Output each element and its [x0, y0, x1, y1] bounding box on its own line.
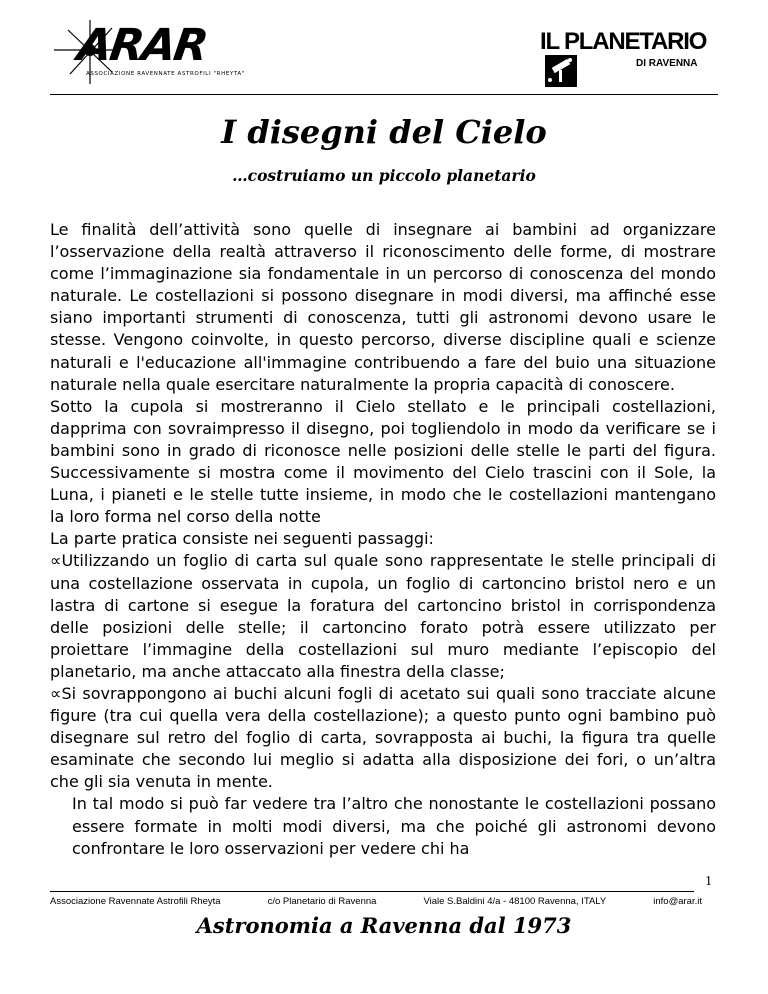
closing-paragraph: In tal modo si può far vedere tra l’altro che nonostante le costellazioni possano essere formate in molti modi diversi, ma che poiché gli astronomi devono confrontare le loro osservazioni per vedere chi ha	[72, 794, 716, 858]
body-text	[50, 219, 716, 860]
footer-email[interactable]: info@arar.it	[653, 896, 702, 907]
paragraph: La parte pratica consiste nei seguenti passaggi:	[50, 529, 434, 549]
bullet-text: Utilizzando un foglio di carta sul quale sono rappresentate le stelle principali di una costellazione osservata in cupola, un foglio di cartoncino bristol nero e un lastra di cartone si esegue la foratura del cartoncino bristol in corrispondenza delle posizioni delle stelle; il cartoncino forato potrà essere utilizzato per proiettare l’immagine della costellazioni sul muro mediante l’episcopio del planetario, ma anche attaccato alla finestra della classe;	[50, 551, 716, 681]
page-title: I disegni del Cielo	[221, 113, 547, 151]
footer-divider	[50, 891, 694, 892]
paragraph: Sotto la cupola si mostreranno il Cielo stellato e le principali costellazioni, dapprima con sovraimpresso il disegno, poi togliendolo in modo da verificare se i bambini sono in grado di riconosce nelle posizioni delle stelle le parti del figura. Successivamente si mostra come il movimento del Cielo trascini con il Sole, la Luna, i pianeti e le stelle tutte insieme, in modo che le costellazioni mantengano la loro forma nel corso della notte	[50, 396, 716, 527]
bullet-symbol: ∝	[50, 683, 62, 703]
footer-address: Viale S.Baldini 4/a - 48100 Ravenna, ITALY	[423, 896, 607, 907]
footer-care-of: c/o Planetario di Ravenna	[267, 896, 377, 907]
arar-caption: ASSOCIAZIONE RAVENNATE ASTROFILI "RHEYTA"	[86, 71, 245, 77]
planetario-title: IL PLANETARIO	[540, 28, 707, 55]
footer-org: Associazione Ravennate Astrofili Rheyta	[50, 896, 221, 907]
page-subtitle: …costruiamo un piccolo planetario	[232, 166, 536, 185]
bullet-text: Si sovrappongono ai buchi alcuni fogli di acetato sui quali sono tracciate alcune figure (tra cui quella vera della costellazione); a questo punto ogni bambino può disegnare sul retro del foglio di carta, sovrapposta ai buchi, la figura tra quelle esaminate che secondo lui meglio si adatta alla disposizione dei fori, o un’altra che gli sia venuta in mente.	[50, 683, 716, 792]
planetario-city: DI RAVENNA	[636, 58, 698, 69]
arar-logo	[50, 18, 250, 86]
bullet-symbol: ∝	[50, 551, 62, 571]
bullet-item	[50, 550, 716, 683]
footer-info	[50, 896, 702, 907]
planetario-logo	[536, 24, 726, 94]
paragraph: Le finalità dell’attività sono quelle di insegnare ai bambini ad organizzare l’osservazione della realtà attraverso il riconoscimento delle forme, di mostrare come l’immaginazione sia fondamentale in un percorso di conoscenza del mondo naturale. Le costellazioni si possono disegnare in modi diversi, ma affinché esse siano importanti strumenti di conoscenza, tutti gli astronomi devono usare le stesse. Vengono coinvolte, in questo percorso, diverse discipline quali e scienze naturali e l'educazione all'immagine contribuendo a fare del buio una situazione naturale nella quale esercitare naturalmente la propria capacità di conoscere.	[50, 220, 716, 394]
footer-tagline: Astronomia a Ravenna dal 1973	[196, 913, 572, 938]
telescope-icon	[544, 54, 578, 88]
arar-wordmark: ARAR	[74, 20, 210, 71]
page-number: 1	[705, 874, 712, 889]
bullet-item	[50, 683, 716, 793]
header-divider	[50, 94, 718, 95]
